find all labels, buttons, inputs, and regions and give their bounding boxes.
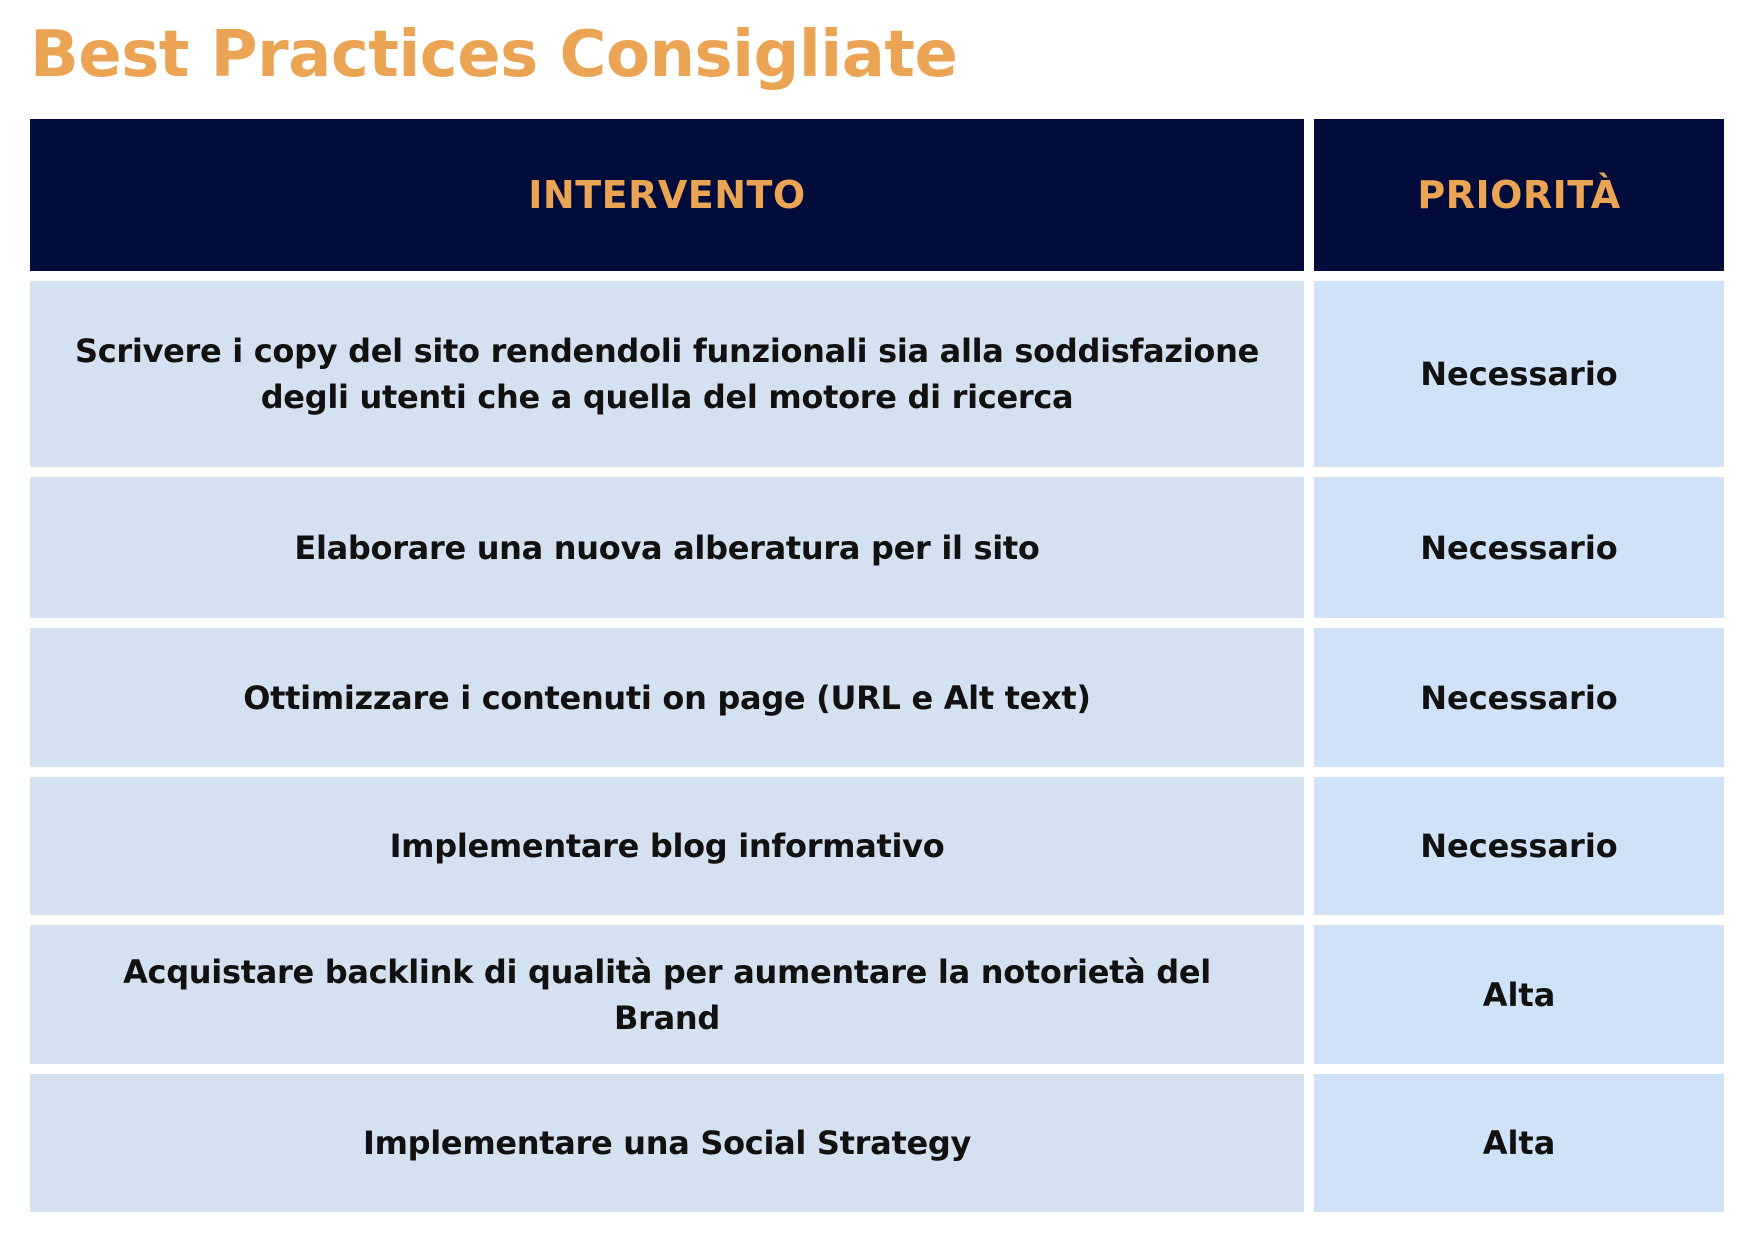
table-cell-priorita: Alta — [1314, 925, 1724, 1064]
table-cell-priorita: Alta — [1314, 1074, 1724, 1212]
table-cell-priorita: Necessario — [1314, 628, 1724, 767]
column-header-intervento: INTERVENTO — [30, 119, 1304, 271]
table-cell-intervento: Implementare una Social Strategy — [30, 1074, 1304, 1212]
table-cell-intervento: Elaborare una nuova alberatura per il sito — [30, 477, 1304, 618]
best-practices-table — [30, 119, 1724, 1212]
table-cell-intervento: Scrivere i copy del sito rendendoli funzionali sia alla soddisfazione degli utenti che a quella del motore di ricerca — [30, 281, 1304, 467]
table-cell-intervento: Implementare blog informativo — [30, 777, 1304, 915]
table-cell-priorita: Necessario — [1314, 477, 1724, 618]
table-cell-intervento: Ottimizzare i contenuti on page (URL e Alt text) — [30, 628, 1304, 767]
table-cell-priorita: Necessario — [1314, 281, 1724, 467]
column-header-priorita: PRIORITÀ — [1314, 119, 1724, 271]
table-cell-priorita: Necessario — [1314, 777, 1724, 915]
table-cell-intervento: Acquistare backlink di qualità per aumentare la notorietà del Brand — [30, 925, 1304, 1064]
page-title: Best Practices Consigliate — [30, 18, 958, 92]
